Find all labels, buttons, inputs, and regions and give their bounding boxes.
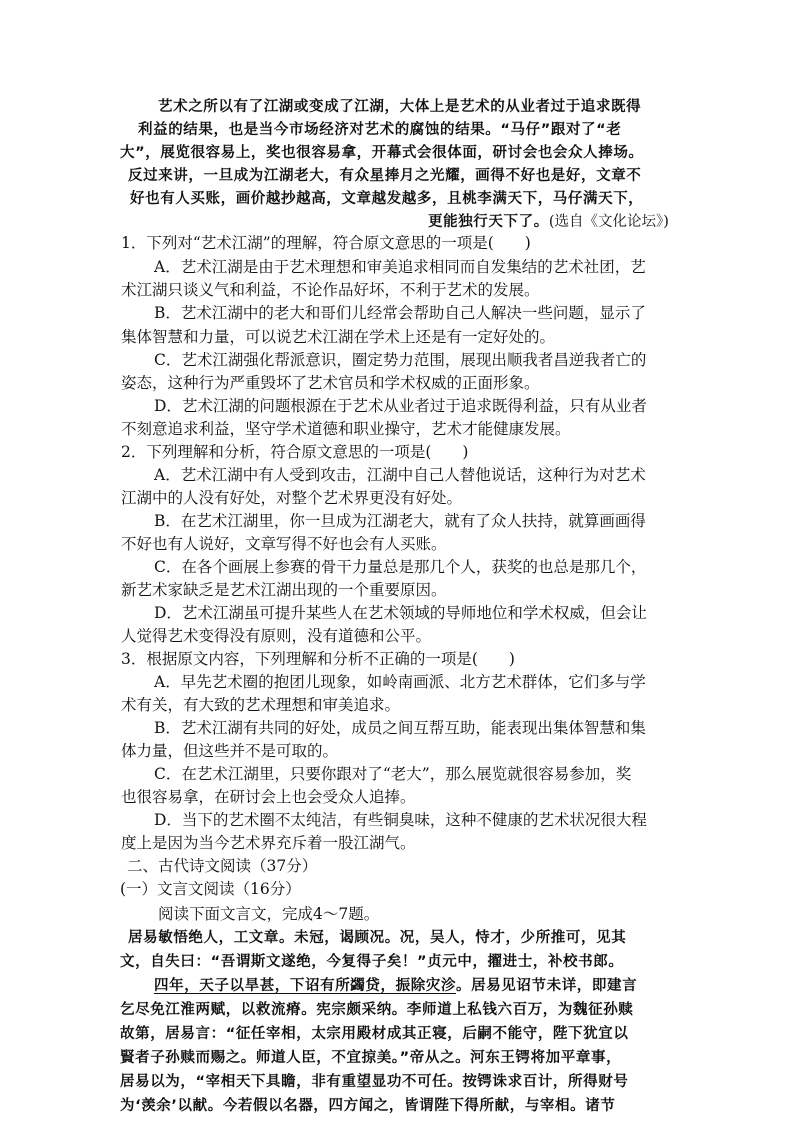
passage1-line-2: 利益的结果，也是当今市场经济对艺术的腐蚀的结果。“马仔”跟对了“老 [138, 122, 622, 138]
passage2-line-7: 居易以为，“宰相天下具瞻，非有重望显功不可任。按锷诛求百计，所得财号 [120, 1074, 629, 1090]
section2-subheading: (一）文言文阅读（16分） [120, 880, 301, 898]
passage2-line-3-rest: 。居易见诏节未详，即建言 [456, 978, 638, 994]
q1-option-b-line-2: 集体智慧和力量，可以说艺术江湖在学术上还是有一定好处的。 [121, 328, 556, 346]
passage1-line-3: 大”，展览很容易上，奖也很容易拿，开幕式会很体面，研讨会也会众人捧场。 [120, 145, 644, 161]
passage2-line-1: 居易敏悟绝人，工文章。未冠，谒顾况。况，吴人，恃才，少所推可，见其 [128, 930, 627, 946]
q2-option-d-line-1: D．艺术江湖虽可提升某些人在艺术领域的导师地位和学术权威，但会让 [154, 604, 647, 622]
passage2-underlined-sentence: 四年，天子以旱甚，下诏有所蠲贷，振除灾沴 [154, 978, 456, 994]
q2-option-b-line-1: B．在艺术江湖里，你一旦成为江湖老大，就有了众人扶持，就算画画得 [154, 512, 646, 530]
q2-option-c-line-2: 新艺术家缺乏是艺术江湖出现的一个重要原因。 [121, 581, 447, 599]
passage1-source: (选自《文化论坛》) [548, 214, 669, 230]
q1-option-c-line-2: 姿态，这种行为严重毁坏了艺术官员和学术权威的正面形象。 [121, 374, 540, 392]
q3-option-c-line-2: 也很容易拿，在研讨会上也会受众人追捧。 [121, 788, 416, 806]
passage2-line-8: 为‘羡余’以献。今若假以名器，四方闻之，皆谓陛下得所献，与宰相。诸节 [120, 1098, 616, 1114]
passage1-line-4: 反过来讲，一旦成为江湖老大，有众星捧月之光耀，画得不好也是好，文章不 [128, 168, 642, 184]
q3-stem: 3．根据原文内容，下列理解和分析不正确的一项是( ) [121, 650, 515, 668]
passage2-line-2: 文，自失曰：“吾谓斯文遂绝，今复得子矣！”贞元中，擢进士，补校书郎。 [120, 954, 624, 970]
q3-option-d-line-2: 度上是因为当今艺术界充斥着一股江湖气。 [121, 834, 416, 852]
passage1-last-line [428, 211, 669, 233]
passage1-line-1: 艺术之所以有了江湖或变成了江湖，大体上是艺术的从业者过于追求既得 [158, 99, 642, 115]
q1-option-b-line-1: B．艺术江湖中的老大和哥们儿经常会帮助自己人解决一些问题，显示了 [154, 304, 646, 322]
section2-instruction: 阅读下面文言文，完成4～7题。 [158, 905, 380, 923]
passage1-line-5: 好也有人买账，画价越抄越高，文章越发越多，且桃李满天下，马仔满天下， [130, 191, 644, 207]
q3-option-d-line-1: D．当下的艺术圈不太纯洁，有些铜臭味，这种不健康的艺术状况很大程 [154, 811, 647, 829]
q3-option-b-line-2: 体力量，但这些并不是可取的。 [121, 742, 339, 760]
q2-option-c-line-1: C．在各个画展上参赛的骨干力量总是那几个人，获奖的也总是那几个， [154, 558, 647, 576]
q1-option-a-line-2: 术江湖只谈义气和利益，不论作品好坏，不利于艺术的发展。 [121, 281, 540, 299]
passage1-line-6: 更能独行天下了。 [428, 214, 549, 230]
q1-option-a-line-1: A．艺术江湖是由于艺术理想和审美追求相同而自发集结的艺术社团，艺 [154, 258, 646, 276]
q2-option-b-line-2: 不好也有人说好，文章写得不好也会有人买账。 [121, 535, 447, 553]
q2-option-a-line-1: A．艺术江湖中有人受到攻击，江湖中自己人替他说话，这种行为对艺术 [154, 466, 646, 484]
q1-option-d-line-1: D．艺术江湖的问题根源在于艺术从业者过于追求既得利益，只有从业者 [154, 397, 647, 415]
passage2-line-5: 故第，居易言：“征任宰相，太宗用殿材成其正寝，后嗣不能守，陛下犹宜以 [120, 1026, 629, 1042]
q1-stem: 1．下列对“艺术江湖”的理解，符合原文意思的一项是( ) [121, 234, 531, 252]
q3-option-a-line-2: 术有关，有大致的艺术理想和审美追求。 [121, 696, 401, 714]
passage2-line-4: 乞尽免江淮两赋，以救流瘠。宪宗颇采纳。李师道上私钱六百万，为魏征孙赎 [120, 1002, 634, 1018]
q2-option-a-line-2: 江湖中的人没有好处，对整个艺术界更没有好处。 [121, 489, 463, 507]
q3-option-a-line-1: A．早先艺术圈的抱团儿现象，如岭南画派、北方艺术群体，它们多与学 [154, 673, 646, 691]
q1-option-d-line-2: 不刻意追求利益，坚守学术道德和职业操守，艺术才能健康发展。 [121, 420, 571, 438]
q1-option-c-line-1: C．艺术江湖强化帮派意识，圈定势力范围，展现出顺我者昌逆我者亡的 [154, 351, 647, 369]
section2-heading: 二、古代诗文阅读（37分） [127, 857, 318, 875]
q3-option-b-line-1: B．艺术江湖有共同的好处，成员之间互帮互助，能表现出集体智慧和集 [154, 719, 646, 737]
q3-option-c-line-1: C．在艺术江湖里，只要你跟对了“老大”，那么展览就很容易参加，奖 [154, 765, 632, 783]
q2-stem: 2．下列理解和分析，符合原文意思的一项是( ) [121, 443, 469, 461]
q2-option-d-line-2: 人觉得艺术变得没有原则，没有道德和公平。 [121, 627, 432, 645]
passage2-line-6: 賢者子孙赎而赐之。师道人臣，不宜掠美。”帝从之。河东王锷将加平章事， [120, 1050, 622, 1066]
passage2-line-3 [154, 975, 637, 997]
